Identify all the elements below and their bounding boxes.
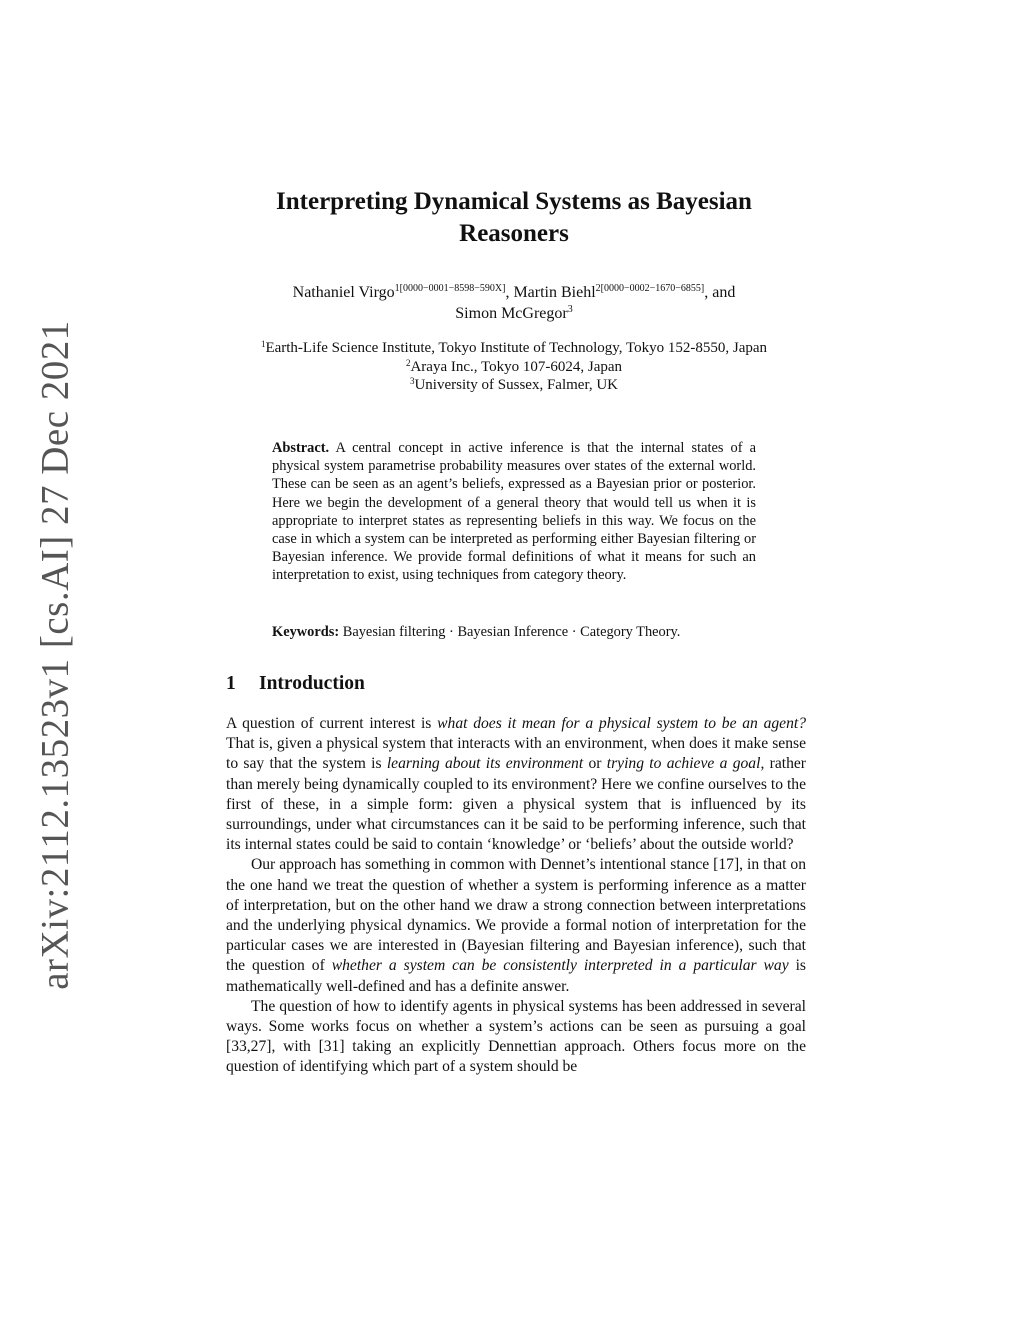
affiliation-2 — [210, 358, 818, 377]
author-orcid-2: 2[0000−0002−1670−6855] — [595, 283, 705, 294]
text-run: A question of current interest is — [226, 715, 438, 732]
paragraph-2 — [226, 855, 806, 996]
section-heading — [226, 672, 365, 696]
text-run: , rather than merely being dynamically coupled to its environment? Here we confine ourselves to the first of these, in a simple form: given a physical system that is influenced by its surroundings, under what circumstances can it be said to be performing inference, such that its internal states could be said to contain ‘knowledge’ or ‘beliefs’ about the outside world? — [226, 755, 806, 854]
text-run: That is, given a physical system that interacts with an environment, when does it make sense to say that the system is — [226, 735, 806, 773]
abstract-text: A central concept in active inference is that the internal states of a physical system parametrise probability measures over states of the external world. These can be seen as an agent’s beliefs, expressed as a Bayesian prior or posterior. Here we begin the development of a general theory that would tell us when it is appropriate to interpret states as representing beliefs in this way. We focus on the case in which a system can be interpreted as performing either Bayesian filtering or Bayesian inference. We provide formal definitions of what it means for such an interpretation to exist, using techniques from category theory. — [272, 440, 756, 584]
author-separator: , and — [704, 284, 736, 301]
author-separator: , — [505, 284, 514, 301]
affiliation-marker: 3 — [409, 376, 415, 386]
keywords-label: Keywords: — [272, 624, 340, 640]
affiliation-list — [210, 339, 818, 395]
title-line-2: Reasoners — [459, 220, 569, 247]
emphasis-run: whether a system can be consistently interpreted in a particular way — [331, 957, 789, 975]
author-name-2: Martin Biehl — [513, 284, 596, 301]
paper-title — [200, 186, 828, 250]
text-run: Our approach has something in common with Dennet’s intentional stance [17], in that on the one hand we treat the question of whether a system is performing inference as a matter of interpretation, but on the other hand we draw a strong connection between interpretations and the underlying physical dynamics. We provide a formal notion of interpretation for the particular cases we are interested in (Bayesian filtering and Bayesian inference), such that the question of — [226, 856, 806, 975]
affiliation-text: University of Sussex, Falmer, UK — [414, 377, 619, 393]
affiliation-marker: 2 — [405, 357, 411, 368]
author-orcid-1: 1[0000−0001−8598−590X] — [394, 283, 506, 294]
text-run: or — [583, 755, 607, 773]
paragraph-3 — [226, 997, 806, 1078]
affiliation-1 — [210, 339, 818, 358]
paragraph-1 — [226, 714, 806, 855]
keywords-text: Bayesian filtering · Bayesian Inference · Category Theory. — [339, 624, 681, 640]
text-run: The question of how to identify agents in physical systems has been addressed in several ways. Some works focus on whether a system’s actions can be seen as pursuing a goal [33,27], with [31] taking an explicitly Dennettian approach. Others focus more on the question of identifying which part of a system should be — [226, 997, 806, 1076]
author-list — [210, 282, 818, 324]
abstract-label: Abstract. — [272, 440, 330, 456]
emphasis-run: what does it mean for a physical system to be an agent? — [437, 715, 807, 732]
affiliation-text: Earth-Life Science Institute, Tokyo Institute of Technology, Tokyo 152-8550, Japan — [265, 340, 768, 356]
affiliation-text: Araya Inc., Tokyo 107-6024, Japan — [410, 358, 623, 375]
emphasis-run: trying to achieve a goal — [606, 755, 761, 773]
emphasis-run: learning about its environment — [386, 755, 584, 773]
section-title: Introduction — [259, 673, 365, 694]
arxiv-identifier: arXiv:2112.13523v1 [cs.AI] 27 Dec 2021 — [33, 320, 77, 990]
section-body — [226, 714, 806, 1078]
title-line-1: Interpreting Dynamical Systems as Bayesian — [276, 188, 752, 215]
text-run: is mathematically well-defined and has a definite answer. — [226, 957, 806, 995]
author-affil-3: 3 — [567, 304, 573, 315]
author-name-3: Simon McGregor — [455, 305, 568, 322]
keywords — [272, 623, 756, 641]
affiliation-marker: 1 — [260, 339, 266, 349]
author-name-1: Nathaniel Virgo — [292, 284, 395, 301]
affiliation-3 — [210, 376, 818, 395]
abstract — [272, 439, 756, 585]
section-number: 1 — [226, 673, 236, 694]
